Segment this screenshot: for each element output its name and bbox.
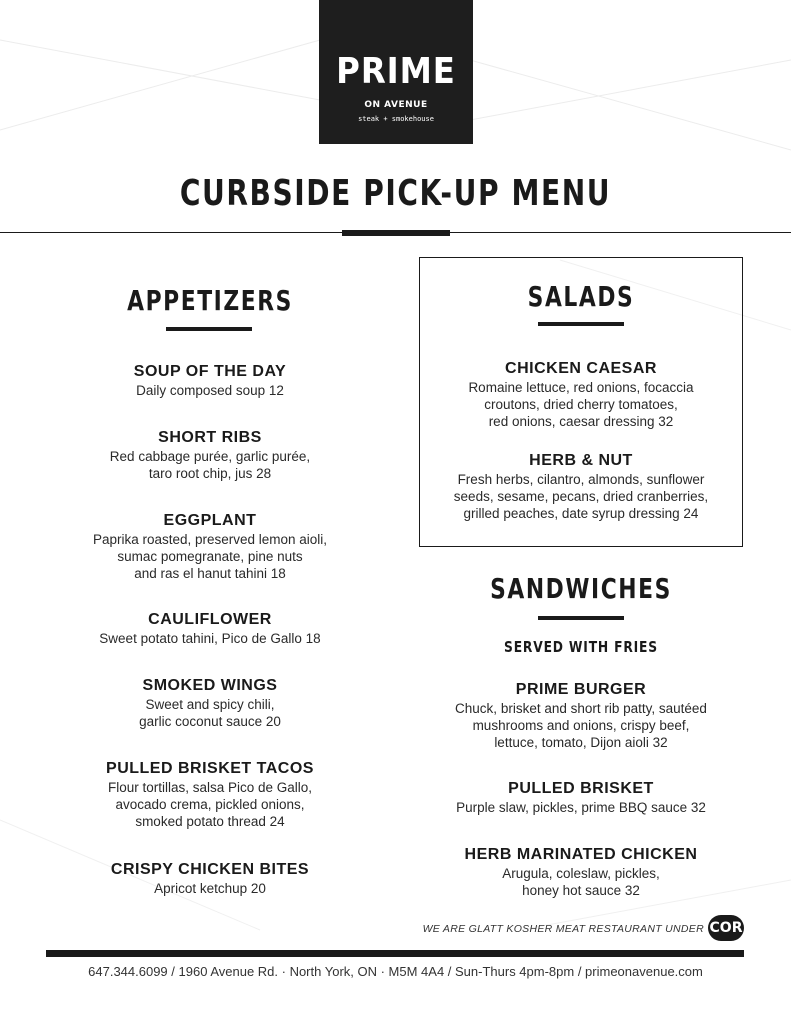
item-desc: Flour tortillas, salsa Pico de Gallo,	[107, 780, 313, 795]
logo-subtitle: ON AVENUE	[364, 100, 428, 110]
salads-heading: SALADS	[527, 280, 635, 313]
kosher-note: WE ARE GLATT KOSHER MEAT RESTAURANT UNDER	[422, 923, 704, 935]
item-desc: Daily composed soup 12	[136, 383, 284, 398]
item-desc: garlic coconut sauce 20	[139, 714, 281, 729]
sandwiches-heading: SANDWICHES	[490, 572, 672, 605]
item-desc: Sweet and spicy chili,	[145, 697, 275, 712]
item-desc: Sweet potato tahini, Pico de Gallo 18	[99, 631, 321, 646]
menu-item-herb-marinated-chicken	[419, 845, 743, 899]
menu-item-chicken-caesar	[419, 359, 743, 430]
item-name: EGGPLANT	[163, 512, 257, 529]
menu-item-cauliflower	[60, 610, 360, 647]
item-desc: Purple slaw, pickles, prime BBQ sauce 32	[456, 800, 706, 815]
logo-name: PRIME	[336, 51, 456, 92]
item-desc: Romaine lettuce, red onions, focaccia	[468, 380, 694, 395]
item-name: PULLED BRISKET	[508, 780, 654, 797]
item-desc: avocado crema, pickled onions,	[115, 797, 305, 812]
menu-item-pulled-brisket-tacos	[60, 759, 360, 830]
menu-item-pulled-brisket	[419, 779, 743, 816]
menu-item-short-ribs	[60, 428, 360, 482]
item-desc: red onions, caesar dressing 32	[488, 414, 674, 429]
item-desc: grilled peaches, date syrup dressing 24	[463, 506, 699, 521]
menu-item-crispy-chicken-bites	[60, 860, 360, 897]
item-name: HERB & NUT	[529, 452, 633, 469]
item-desc: croutons, dried cherry tomatoes,	[484, 397, 678, 412]
item-name: CHICKEN CAESAR	[505, 360, 657, 377]
item-name: PULLED BRISKET TACOS	[106, 760, 314, 777]
item-desc: Apricot ketchup 20	[154, 881, 266, 896]
logo-tagline: steak + smokehouse	[358, 115, 434, 123]
item-desc: taro root chip, jus 28	[148, 466, 272, 481]
item-desc: sumac pomegranate, pine nuts	[117, 549, 303, 564]
item-desc: honey hot sauce 32	[522, 883, 640, 898]
appetizers-heading: APPETIZERS	[127, 284, 293, 317]
item-desc: mushrooms and onions, crispy beef,	[472, 718, 690, 733]
menu-item-soup-of-the-day	[60, 362, 360, 399]
served-with-fries: SERVED WITH FRIES	[504, 638, 658, 656]
item-name: SMOKED WINGS	[142, 677, 278, 694]
item-name: CRISPY CHICKEN BITES	[110, 861, 310, 878]
item-name: SOUP OF THE DAY	[133, 363, 287, 380]
menu-item-smoked-wings	[60, 676, 360, 730]
item-desc: Fresh herbs, cilantro, almonds, sunflower	[457, 472, 705, 487]
top-divider-accent	[342, 230, 450, 236]
sandwiches-bar	[538, 616, 624, 620]
item-desc: Paprika roasted, preserved lemon aioli,	[92, 532, 328, 547]
item-name: HERB MARINATED CHICKEN	[464, 846, 698, 863]
logo	[319, 0, 473, 144]
salads-bar	[538, 322, 624, 326]
item-desc: Chuck, brisket and short rib patty, sautéed	[455, 701, 707, 716]
item-name: SHORT RIBS	[158, 429, 262, 446]
footer-contact: 647.344.6099 / 1960 Avenue Rd. · North York, ON · M5M 4A4 / Sun-Thurs 4pm-8pm / primeonavenue.com	[88, 964, 703, 979]
menu-item-herb-and-nut	[419, 451, 743, 522]
appetizers-bar	[166, 327, 252, 331]
page-title: CURBSIDE PICK-UP MENU	[179, 173, 612, 214]
item-desc: smoked potato thread 24	[135, 814, 285, 829]
item-desc: Red cabbage purée, garlic purée,	[109, 449, 311, 464]
cor-badge: COR	[708, 915, 744, 941]
item-desc: Arugula, coleslaw, pickles,	[502, 866, 660, 881]
bottom-divider	[46, 950, 744, 957]
item-desc: seeds, sesame, pecans, dried cranberries,	[453, 489, 709, 504]
item-desc: lettuce, tomato, Dijon aioli 32	[494, 735, 668, 750]
item-desc: and ras el hanut tahini 18	[134, 566, 286, 581]
menu-item-prime-burger	[419, 680, 743, 751]
item-name: CAULIFLOWER	[148, 611, 272, 628]
item-name: PRIME BURGER	[515, 681, 647, 698]
menu-item-eggplant	[60, 511, 360, 582]
